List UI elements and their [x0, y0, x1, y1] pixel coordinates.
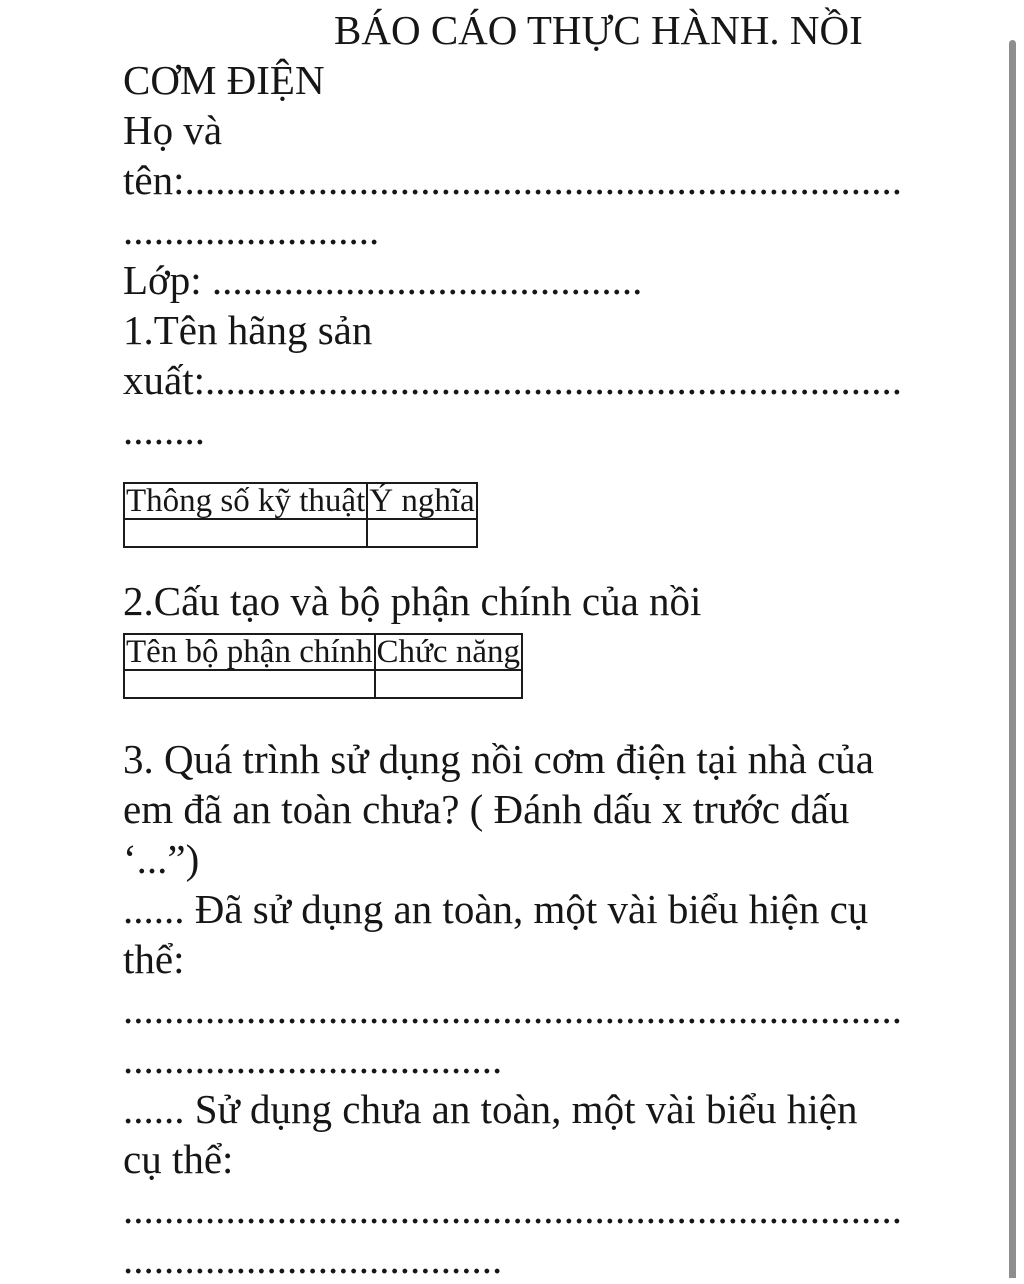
- name-field-line-continued: .........................: [123, 207, 380, 253]
- scrollbar-thumb[interactable]: [1009, 40, 1016, 1278]
- spec-table-cell-specs: [124, 519, 367, 547]
- safe-answer-dots-long: ............................................................................: [123, 986, 902, 1032]
- spec-table: [123, 482, 478, 548]
- unsafe-answer-dots-short: .....................................: [123, 1236, 503, 1282]
- unsafe-option-line1: ...... Sử dụng chưa an toàn, một vài biểu hiện: [123, 1086, 858, 1132]
- safe-option-line1: ...... Đã sử dụng an toàn, một vài biểu hiện cụ: [123, 886, 869, 932]
- spec-table-header-specs: Thông số kỹ thuật: [126, 483, 366, 519]
- parts-table: [123, 633, 523, 699]
- safe-answer-dots-short: .....................................: [123, 1036, 503, 1082]
- section3-question-line3: ‘...”): [123, 836, 200, 882]
- unsafe-option-line2: cụ thể:: [123, 1136, 234, 1182]
- class-field-line: Lớp: ..........................................: [123, 257, 643, 303]
- parts-table-header-function: Chức năng: [376, 634, 520, 670]
- spec-table-empty-row: [124, 519, 477, 547]
- safe-option-line2: thể:: [123, 936, 185, 982]
- manufacturer-field-line: xuất:....................................................................: [123, 357, 902, 403]
- parts-table-cell-function: [375, 670, 522, 698]
- unsafe-answer-dots-long: ............................................................................: [123, 1186, 902, 1232]
- report-document: [123, 5, 1018, 1284]
- name-field-label: Họ và: [123, 107, 223, 153]
- parts-table-header-row: [124, 634, 522, 670]
- spec-table-header-row: [124, 483, 477, 519]
- parts-table-header-part: Tên bộ phận chính: [126, 634, 373, 670]
- section3-question-line1: 3. Quá trình sử dụng nồi cơm điện tại nhà của: [123, 736, 874, 782]
- parts-table-empty-row: [124, 670, 522, 698]
- name-field-line: tên:......................................................................: [123, 157, 902, 203]
- section3-question-line2: em đã an toàn chưa? ( Đánh dấu x trước dấu: [123, 786, 850, 832]
- spec-table-header-meaning: Ý nghĩa: [369, 483, 475, 519]
- manufacturer-field-label: 1.Tên hãng sản: [123, 307, 373, 353]
- section2-heading: 2.Cấu tạo và bộ phận chính của nồi: [123, 578, 702, 624]
- manufacturer-field-line-continued: ........: [123, 407, 205, 453]
- parts-table-cell-part: [124, 670, 375, 698]
- report-title-line2: CƠM ĐIỆN: [123, 57, 325, 103]
- report-title-line1: BÁO CÁO THỰC HÀNH. NỒI: [334, 7, 863, 53]
- spec-table-cell-meaning: [367, 519, 476, 547]
